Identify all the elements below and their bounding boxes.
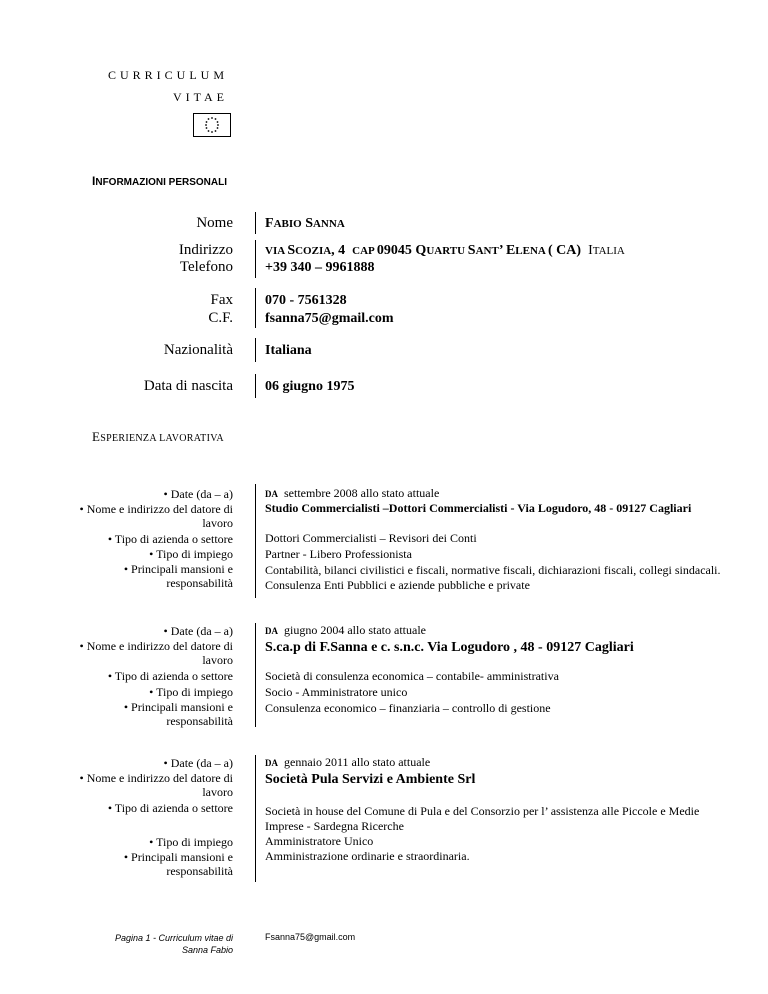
employer-label-2: lavoro: [202, 653, 233, 667]
job-employer: Società Pula Servizi e Ambiente Srl: [265, 772, 476, 787]
job-mansioni: Amministrazione ordinarie e straordinaria.: [265, 849, 470, 863]
job3-values: [265, 755, 725, 864]
cognome-rest: ANNA: [312, 218, 345, 230]
divider-line: [255, 374, 256, 398]
divider-line: [255, 288, 256, 328]
indirizzo-label: Indirizzo: [178, 242, 233, 258]
job-mansioni: Consulenza economico – finanziaria – controllo di gestione: [265, 701, 551, 715]
divider-line: [255, 240, 256, 278]
job3-labels: [33, 756, 233, 878]
eu-flag-icon: [193, 113, 231, 137]
divider-line: [255, 338, 256, 362]
fax-cf-labels: [208, 291, 233, 327]
heading-initial: I: [92, 174, 96, 188]
job-impiego: Amministratore Unico: [265, 834, 374, 848]
indirizzo-telefono-labels: [179, 242, 233, 276]
employer-label-2: lavoro: [202, 785, 233, 799]
nazionalita-value: Italiana: [265, 343, 312, 358]
job-date: [265, 755, 725, 772]
cv-title-line1: CURRICULUM: [107, 68, 228, 82]
mansioni-label: • Principali mansioni e: [123, 850, 233, 864]
telefono-label: Telefono: [179, 259, 233, 275]
heading-rest: NFORMAZIONI PERSONALI: [95, 177, 228, 188]
addr-part: TALIA: [592, 245, 625, 257]
divider-line: [255, 623, 256, 727]
cognome-initial: S: [305, 216, 313, 231]
date-label: • Date (da – a): [163, 624, 233, 638]
addr-part: UARTU: [426, 245, 468, 257]
cv-title-line2: VITAE: [172, 90, 228, 104]
nome-initial: F: [265, 216, 274, 231]
heading-rest: SPERIENZA LAVORATIVA: [100, 433, 224, 444]
fax-value: 070 - 7561328: [265, 293, 347, 308]
page-footer: [83, 932, 233, 956]
impiego-label: • Tipo di impiego: [149, 547, 233, 561]
addr-part: 09045: [376, 243, 416, 258]
addr-part: , 4: [331, 243, 346, 258]
divider-line: [255, 212, 256, 234]
cf-label: C.F.: [208, 310, 233, 326]
job-azienda: Dottori Commercialisti – Revisori dei Conti: [265, 531, 477, 545]
job1-values: [265, 486, 725, 593]
heading-initial: E: [92, 429, 101, 444]
date-text: settembre 2008 allo stato attuale: [284, 486, 440, 500]
divider-line: [255, 484, 256, 598]
mansioni-label-2: responsabilità: [166, 714, 233, 728]
impiego-label: • Tipo di impiego: [149, 685, 233, 699]
da-label: DA: [265, 626, 278, 636]
da-label: DA: [265, 758, 278, 768]
job-date: [265, 486, 725, 501]
impiego-label: • Tipo di impiego: [149, 835, 233, 849]
job-azienda: Società di consulenza economica – contabile- amministrativa: [265, 669, 559, 683]
telefono-value: +39 340 – 9961888: [265, 260, 375, 275]
employer-label: • Nome e indirizzo del datore di: [79, 771, 233, 785]
addr-part: CAP: [352, 245, 377, 257]
job-mansioni: Contabilità, bilanci civilistici e fiscali, normative fiscali, dichiarazioni fiscali, collegi sindacali. Consulenza Enti Pubblici e aziende pubbliche e private: [265, 563, 721, 592]
addr-part: LENA: [515, 245, 549, 257]
footer-page-line2: Sanna Fabio: [181, 945, 233, 955]
date-label: • Date (da – a): [163, 487, 233, 501]
personal-info-heading: [92, 174, 227, 188]
addr-part: COZIA: [295, 245, 332, 257]
nascita-value: 06 giugno 1975: [265, 379, 355, 394]
addr-part: ( CA): [548, 243, 585, 258]
job-azienda: Società in house del Comune di Pula e del Consorzio per l’ assistenza alle Piccole e Medie Imprese - Sardegna Ricerche: [265, 804, 700, 833]
date-text: giugno 2004 allo stato attuale: [284, 623, 426, 637]
fax-cf-values: [265, 292, 394, 328]
addr-part: S: [467, 243, 476, 258]
employer-label: • Nome e indirizzo del datore di: [79, 639, 233, 653]
nome-value: [265, 216, 345, 232]
employer-label-2: lavoro: [202, 516, 233, 530]
job-employer: S.ca.p di F.Sanna e c. s.n.c. Via Logudoro , 48 - 09127 Cagliari: [265, 640, 634, 655]
da-label: DA: [265, 489, 278, 499]
date-label: • Date (da – a): [163, 756, 233, 770]
azienda-label: • Tipo di azienda o settore: [107, 532, 233, 546]
job-employer: Studio Commercialisti –Dottori Commercialisti - Via Logudoro, 48 - 09127 Cagliari: [265, 501, 692, 515]
address-value: [265, 243, 625, 259]
job2-labels: [33, 624, 233, 728]
addr-part: Q: [415, 243, 427, 258]
addr-part: ’: [498, 243, 506, 258]
cf-value: fsanna75@gmail.com: [265, 311, 394, 326]
job-impiego: Partner - Libero Professionista: [265, 547, 412, 561]
job1-labels: [33, 487, 233, 590]
fax-label: Fax: [210, 292, 233, 308]
date-text: gennaio 2011 allo stato attuale: [284, 755, 431, 769]
addr-part: S: [287, 243, 296, 258]
mansioni-label-2: responsabilità: [166, 864, 233, 878]
job-date: [265, 623, 725, 640]
addr-part: VIA: [265, 245, 288, 257]
employer-label: • Nome e indirizzo del datore di: [79, 502, 233, 516]
mansioni-label-2: responsabilità: [166, 576, 233, 590]
footer-email: Fsanna75@gmail.com: [265, 932, 356, 942]
mansioni-label: • Principali mansioni e: [123, 562, 233, 576]
nome-label: Nome: [196, 215, 233, 231]
eu-stars-icon: [194, 114, 230, 136]
nome-rest: ABIO: [273, 218, 302, 230]
nascita-label: Data di nascita: [143, 378, 233, 394]
experience-heading: [92, 429, 224, 445]
job-impiego: Socio - Amministratore unico: [265, 685, 408, 699]
job2-values: [265, 623, 725, 716]
addr-part: I: [588, 243, 593, 258]
footer-page-line1: Pagina 1 - Curriculum vitae di: [114, 933, 233, 943]
cv-title: [60, 64, 228, 108]
divider-line: [255, 755, 256, 882]
addr-part: ANT: [475, 245, 499, 257]
mansioni-label: • Principali mansioni e: [123, 700, 233, 714]
azienda-label: • Tipo di azienda o settore: [107, 669, 233, 683]
nazionalita-label: Nazionalità: [163, 342, 233, 358]
azienda-label: • Tipo di azienda o settore: [107, 801, 233, 815]
addr-part: E: [505, 243, 516, 258]
